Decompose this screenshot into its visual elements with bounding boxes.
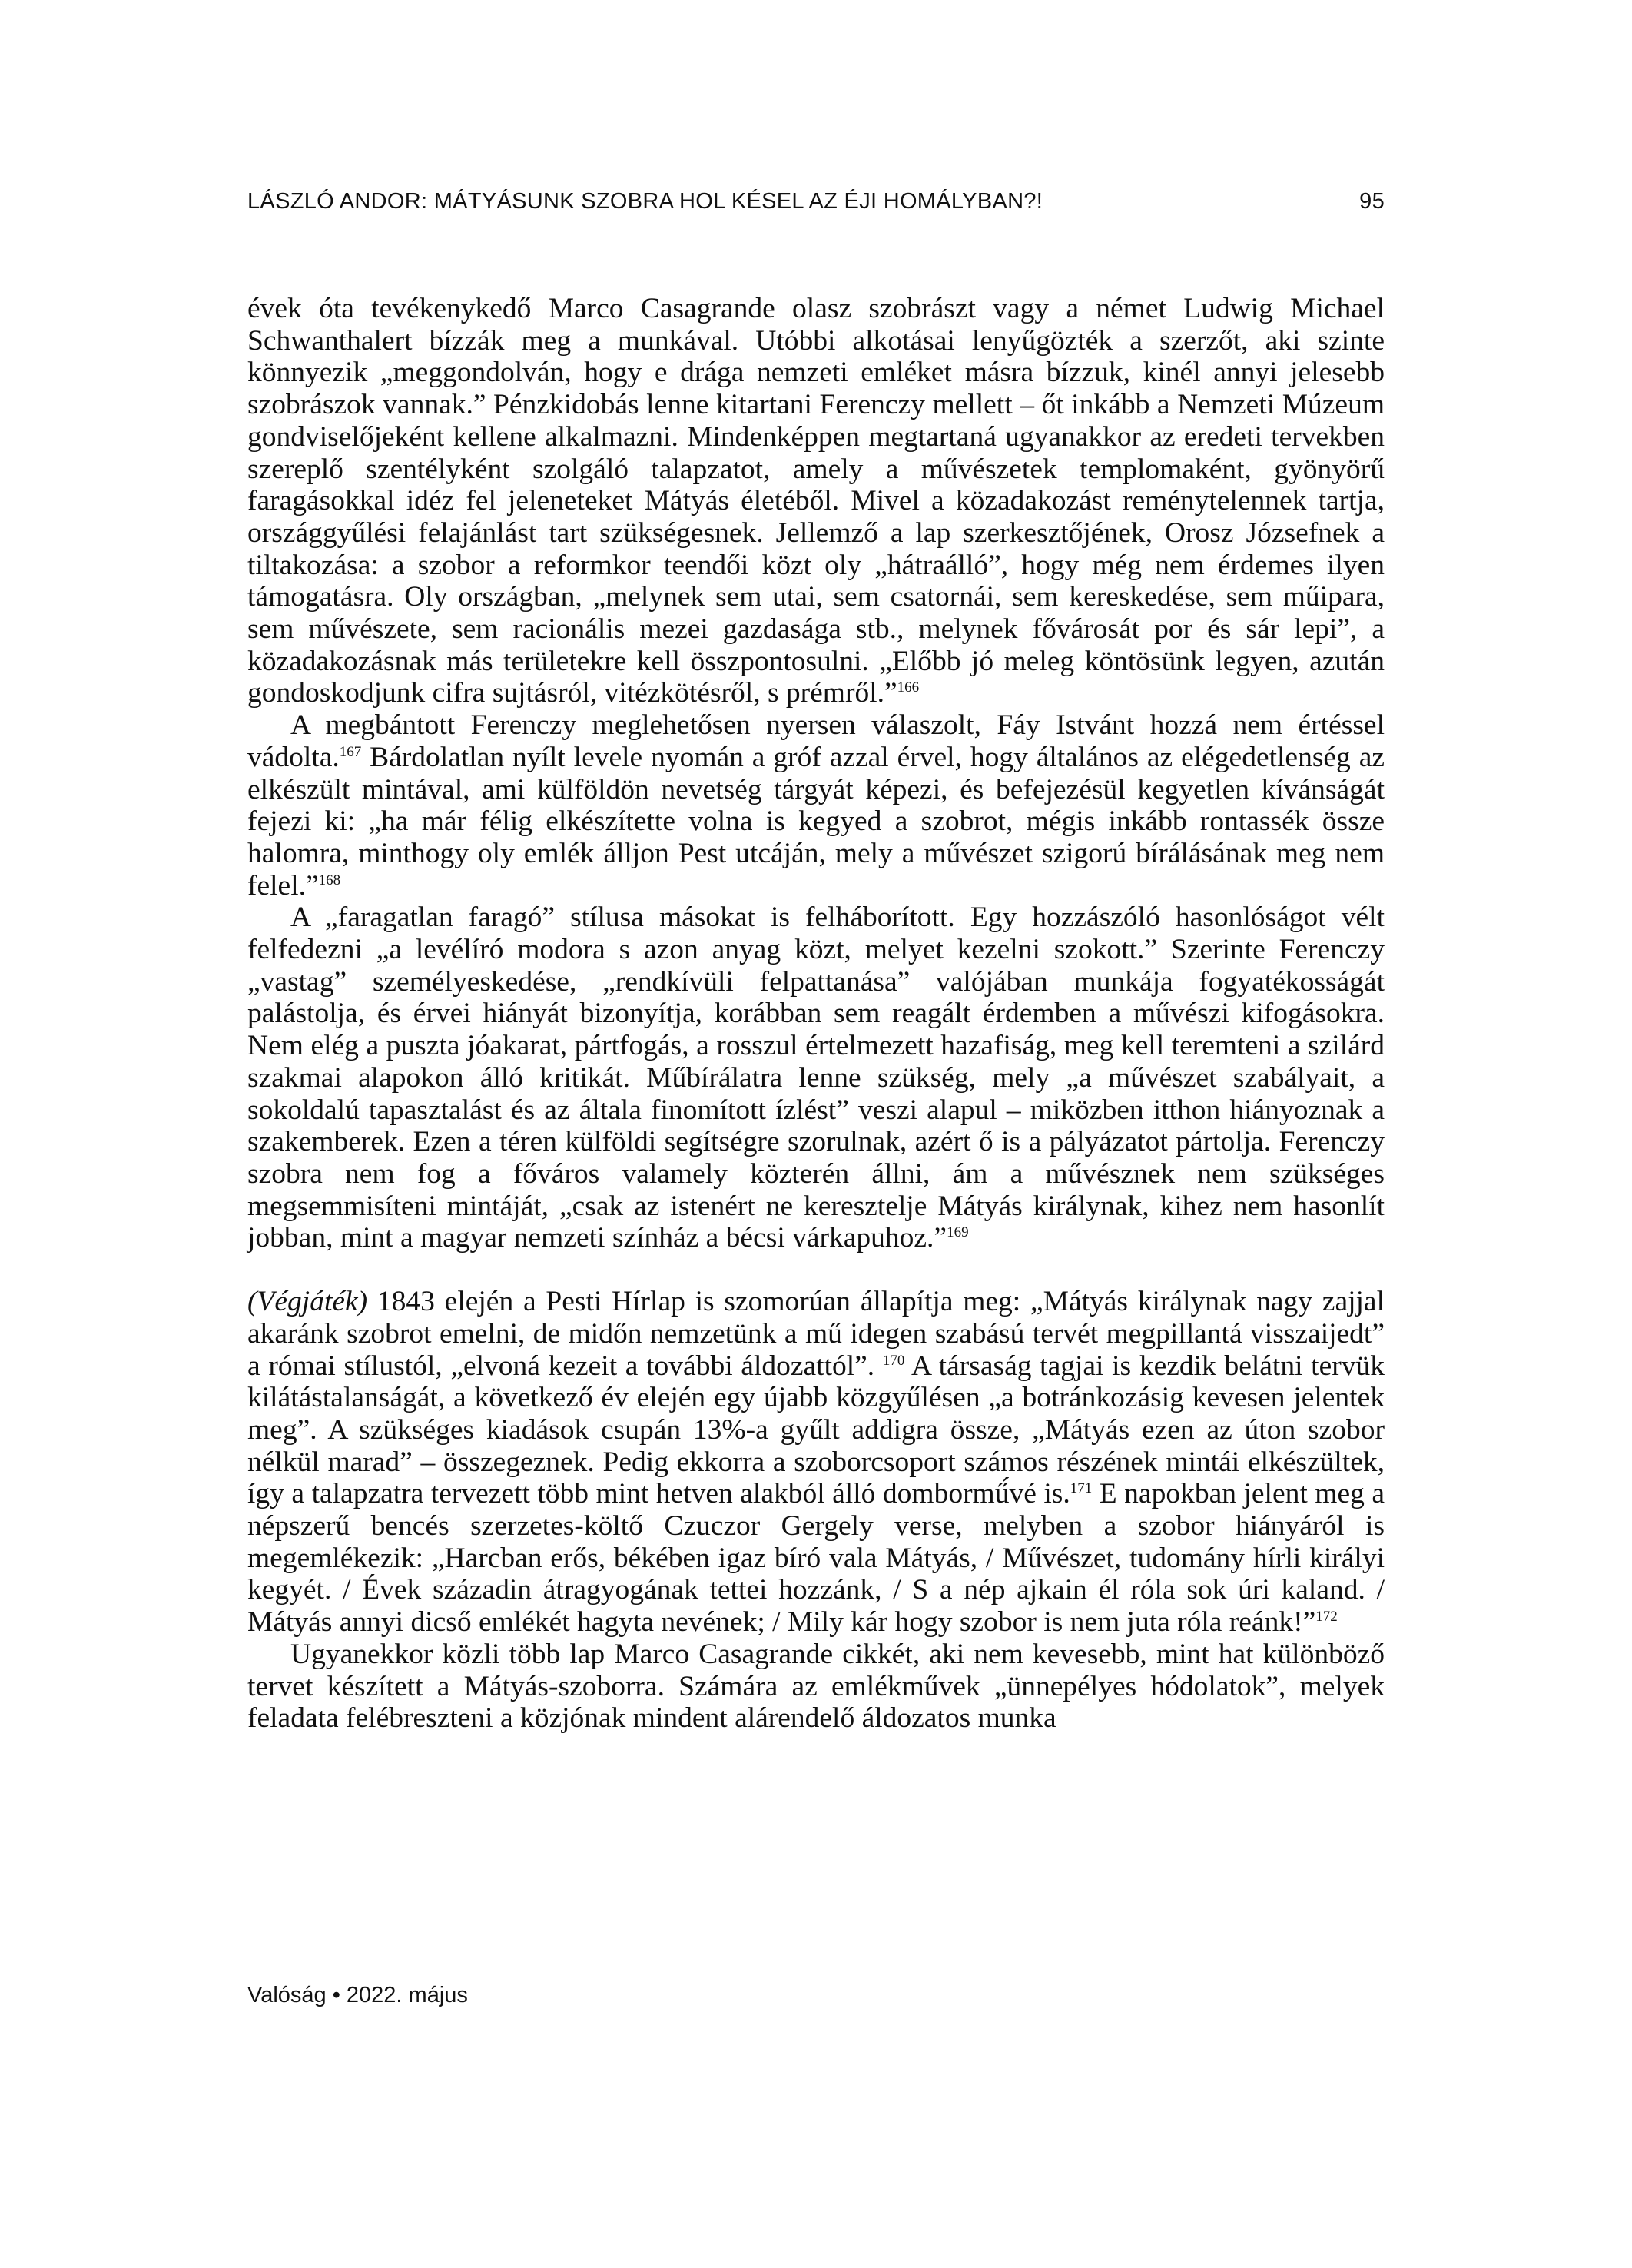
footer-text: Valóság • 2022. május [247,1983,468,2007]
footnote-ref-172[interactable]: 172 [1315,1609,1338,1625]
paragraph-1 [247,293,1385,709]
running-header [247,189,1385,214]
paragraph-5 [247,1639,1385,1735]
footnote-ref-171[interactable]: 171 [1070,1480,1093,1497]
paragraph-text: Ugyanekkor közli több lap Marco Casagrande cikkét, aki nem kevesebb, mint hat különböző tervet készített a Mátyás-szoborra. Számára az emlékművek „ünnepélyes hódolatok”, melyek feladata felébreszteni a közjónak mindent alárendelő áldozatos munka [247,1638,1385,1735]
footnote-ref-168[interactable]: 168 [318,872,341,888]
page-number: 95 [1359,189,1385,214]
paragraph-text: Bárdolatlan nyílt levele nyomán a gróf azzal érvel, hogy általános az elégedetlenség az elkészült mintával, ami külföldön nevetség tárgyát képezi, és befejezésül kegyetlen kívánságát fejezi ki: „ha már félig elkészítette volna is kegyed a szobrot, mégis inkább rontassék össze halomra, minthogy oly emlék álljon Pest utcáján, mely a művészet szigorú bírálásának meg nem felel.” [247,741,1385,902]
paragraph-text: A megbántott Ferenczy meglehetősen nyersen válaszolt, Fáy Istvánt hozzá nem értéssel vádolta. [247,709,1385,773]
footnote-ref-170[interactable]: 170 [882,1352,905,1369]
running-title: LÁSZLÓ ANDOR: MÁTYÁSUNK SZOBRA HOL KÉSEL AZ ÉJI HOMÁLYBAN?! [247,189,1043,214]
paragraph-text: A társaság tagjai is kezdik belátni tervük kilátástalanságát, a következő év elején egy újabb közgyűlésen „a botránkozásig kevesen jelentek meg”. A szükséges kiadások csupán 13%-a gyűlt addigra össze, „Mátyás ezen az úton szobor nélkül marad” – összegeznek. Pedig ekkorra a szoborcsoport számos részének mintái elkészültek, így a talapzatra tervezett több mint hetven alakból álló dombormű́vé is. [247,1350,1385,1510]
paragraph-text: A „faragatlan faragó” stílusa másokat is felháborított. Egy hozzászóló hasonlóságot vélt felfedezni „a levélíró modora s azon anyag közt, melyet kezelni szokott.” Szerinte Ferenczy „vastag” személyeskedése, „rendkívüli felpattanása” valójában munkája fogyatékosságát palástolja, és érvei hiányát bizonyítja, korábban sem reagált érdemben a művészi kifogásokra. Nem elég a puszta jóakarat, pártfogás, a rosszul értelmezett hazafiság, meg kell teremteni a szilárd szakmai alapokon álló kritikát. Műbírálatra lenne szükség, mely „a művészet szabályait, a sokoldalú tapasztalást és az általa finomított ízlést” veszi alapul – miközben itthon hiányoznak a szakemberek. Ezen a téren külföldi segítségre szorulnak, azért ő is a pályázatot pártolja. Ferenczy szobra nem fog a főváros valamely közterén állni, ám a művésznek nem szükséges megsemmisíteni mintáját, „csak az istenért ne keresztelje Mátyás királynak, kihez nem hasonlít jobban, mint a magyar nemzeti színház a bécsi várkapuhoz.” [247,902,1385,1254]
page-footer [247,1983,468,2008]
footnote-ref-166[interactable]: 166 [897,679,920,696]
paragraph-text: évek óta tevékenykedő Marco Casagrande olasz szobrászt vagy a német Ludwig Michael Schwanthalert bízzák meg a munkával. Utóbbi alkotásai lenyűgözték a szerzőt, aki szinte könnyezik „meggondolván, hogy e drága nemzeti emléket másra bízzuk, kinél annyi jelesebb szobrászok vannak.” Pénzkidobás lenne kitartani Ferenczy mellett – őt inkább a Nemzeti Múzeum gondviselőjeként kellene alkalmazni. Mindenképpen megtartaná ugyanakkor az eredeti tervekben szereplő szentélyként szolgáló talapzatot, amely a művészetek templomaként, gyönyörű faragásokkal idéz fel jeleneteket Mátyás életéből. Mivel a közadakozást reménytelennek tartja, országgyűlési felajánlást tart szükségesnek. Jellemző a lap szerkesztőjének, Orosz Józsefnek a tiltakozása: a szobor a reformkor teendői közt oly „hátraálló”, hogy még nem érdemes ilyen támogatásra. Oly országban, „melynek sem utai, sem csatornái, sem kereskedése, sem műipara, sem művészete, sem racionális mezei gazdasága stb., melynek fővárosát por és sár lepi”, a közadakozásnak más területekre kell összpontosulni. „Előbb jó meleg köntösünk legyen, azután gondoskodjunk cifra sujtásról, vitézkötésről, s prémről.” [247,293,1385,709]
paragraph-2 [247,709,1385,902]
article-body [247,293,1385,1735]
footnote-ref-169[interactable]: 169 [947,1224,969,1241]
paragraph-text: E napokban jelent meg a népszerű bencés szerzetes-költő Czuczor Gergely verse, melyben a szobor hiányáról is megemlékezik: „Harcban erős, békében igaz bíró vala Mátyás, / Művészet, tudomány hírli királyi kegyét. / Évek századin átragyogának tettei hozzánk, / S a nép ajkain él róla sok úri kaland. / Mátyás annyi dicső emlékét hagyta nevének; / Mily kár hogy szobor is nem juta róla reánk!” [247,1478,1385,1639]
paragraph-text: 1843 elején a Pesti Hírlap is szomorúan állapítja meg: „Mátyás királynak nagy zajjal akaránk szobrot emelni, de midőn nemzetünk a mű idegen szabású tervét megpillantá visszaijedt” a római stílustól, „elvoná kezeit a további áldozattól”. [247,1286,1385,1382]
paragraph-3 [247,902,1385,1254]
section-label: (Végjáték) [247,1286,368,1318]
paragraph-4 [247,1286,1385,1639]
footnote-ref-167[interactable]: 167 [339,743,362,760]
